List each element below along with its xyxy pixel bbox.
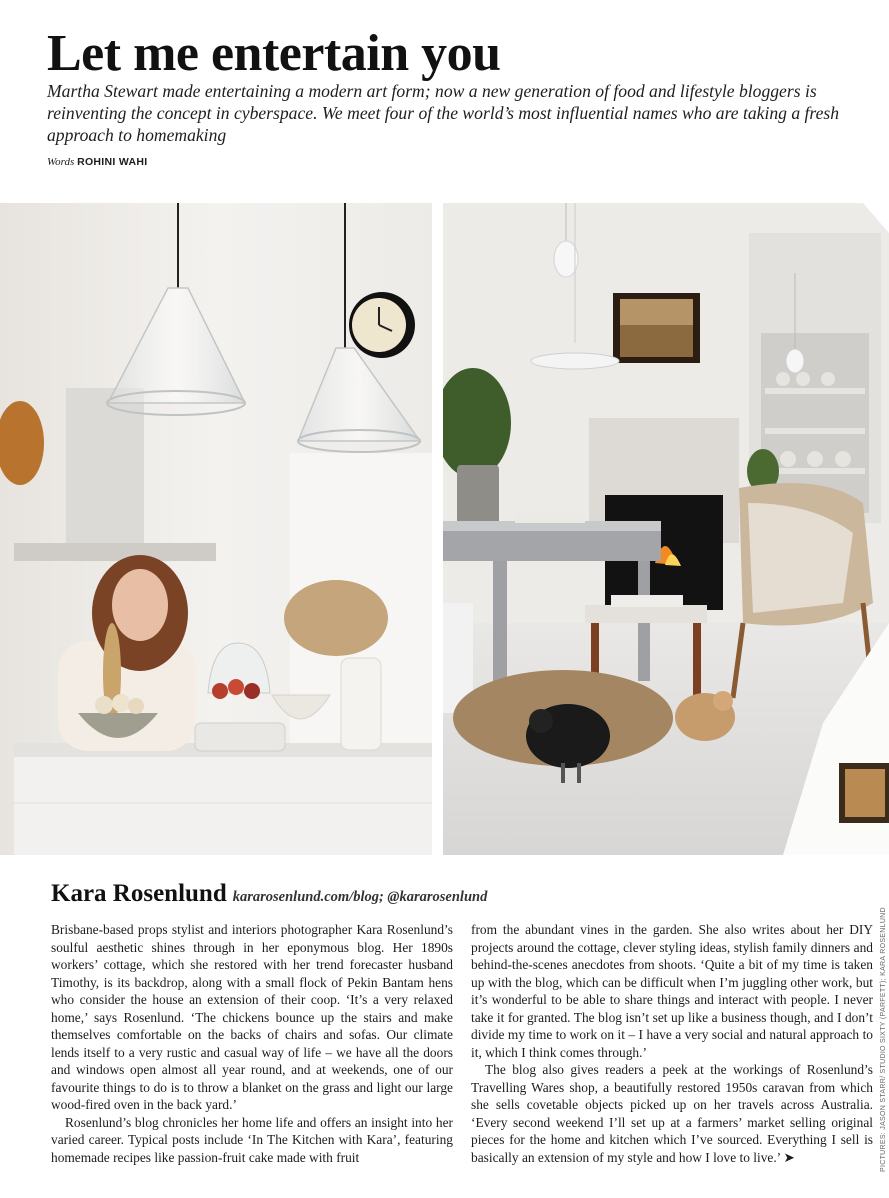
profile-handle: kararosenlund.com/blog; @kararosenlund [232,889,488,905]
standfirst: Martha Stewart made entertaining a modern art form; now a new generation of food and lifestyle bloggers is reinventing the concept in cyberspace. We meet four of the world’s most influential names who are taking a fresh approach to homemaking [47,81,840,145]
headline: Let me entertain you [47,25,501,82]
photo-living-room [443,203,889,855]
photo-kitchen [0,203,432,855]
body-paragraph-3: The blog also gives readers a peek at the workings of Rosenlund’s Travelling Wares shop, a beautifully restored 1950s caravan from which she sells covetable objects picked up on her travels across Australia. ‘Every second weekend I’ll set up at a farmers’ market selling original pieces for the home and kitchen which I’ve sourced. Everything I sell is basically an extension of my style and how I love to live.’ ➤ [471,1062,873,1165]
profile-name: Kara Rosenlund [51,880,227,907]
byline-label: Words [47,156,75,168]
body-paragraph-2-continued: from the abundant vines in the garden. She also writes about her DIY projects around the cottage, clever styling ideas, stylish family dinners and behind-the-scenes anecdotes from shoots. ‘Quite a bit of my time is taken up with the blog, which can be difficult when I’m juggling other work, but it’s wonderful to be able to share things and interact with people. I never take it for granted. The blog isn’t set up like a business though, and I don’t divide my time to work on it – I have a very social and natural approach to it, which I think comes through.’ [471,922,873,1060]
body-paragraph-2: Rosenlund’s blog chronicles her home life and offers an insight into her varied career. Typical posts include ‘In The Kitchen with Kara’, featuring homemade recipes like passion-fruit cake made with fruit [51,1114,453,1165]
body-column-left [51,921,453,1166]
body-column-right [471,921,873,1166]
body-paragraph-1: Brisbane-based props stylist and interiors photographer Kara Rosenlund’s soulful aesthetic shines through in her eponymous blog. Her 1890s workers’ cottage, which she restored with her trend forecaster husband Timothy, is its backdrop, along with a small flock of Pekin Bantam hens who consider the house an extension of their coop. ‘It’s a very relaxed home,’ says Rosenlund. ‘The chickens bounce up the stairs and make themselves comfortable on the backs of chairs and sofas. Our climate lends itself to a very rustic and casual way of life – we have all the doors and windows open almost all year round, and at weekends, one of our favourite things to do is to throw a blanket on the grass and light our large wood-fired oven in the back yard.’ [51,922,453,1112]
profile-heading [51,880,487,908]
byline-name: ROHINI WAHI [77,156,148,168]
photo-credit: PICTURES: JASON STARR/ STUDIO SIXTY (PARFETT); KARA ROSENLUND [880,907,887,1172]
byline [47,155,147,169]
